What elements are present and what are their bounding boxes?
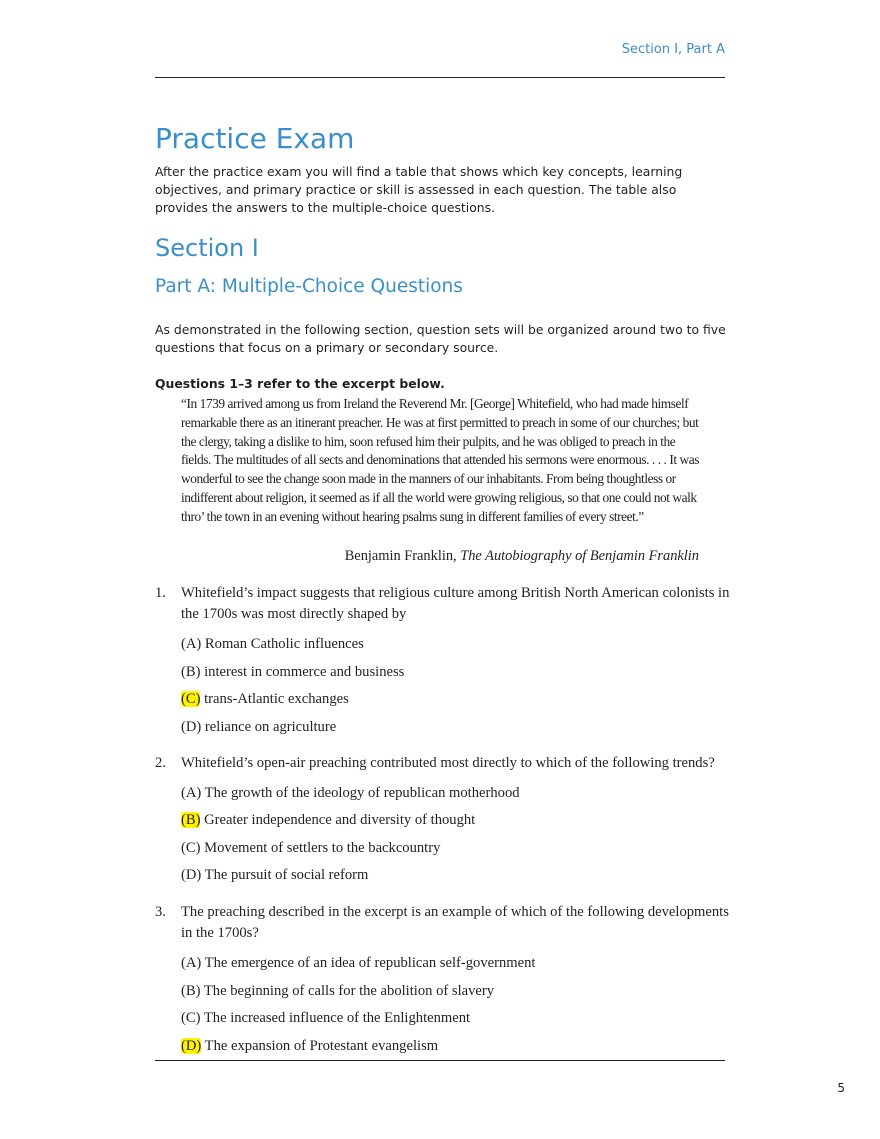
option-letter: (A) [181, 955, 202, 971]
answer-option-correct [181, 810, 475, 830]
question-number: 2. [155, 755, 166, 771]
option-letter: (A) [181, 636, 202, 652]
question-stem: The preaching described in the excerpt is an example of which of the following developments in the 1700s? [181, 904, 729, 941]
answer-option [181, 783, 520, 803]
option-text: The growth of the ideology of republican motherhood [204, 785, 520, 801]
option-text: Greater independence and diversity of thought [204, 812, 476, 828]
answer-option [181, 953, 535, 973]
option-letter: (D) [181, 867, 202, 883]
option-letter: (C) [181, 1010, 201, 1026]
questions-reference: Questions 1–3 refer to the excerpt below. [155, 376, 445, 391]
excerpt-quote: “In 1739 arrived among us from Ireland the Reverend Mr. [George] Whitefield, who had made himself remarkable there as an itinerant preacher. He was at first permitted to preach in some of our churches; but the clergy, taking a dislike to him, soon refused him their pulpits, and he was obliged to preach in the fields. The multitudes of all sects and denominations that attended his sermons were enormous. . . . It was wonderful to see the change soon made in the manners of our inhabitants. From being thoughtless or indifferent about religion, it seemed as if all the world were growing religious, so that one could not walk thro’ the town in an evening without hearing psalms sung in different families of every street.” [181, 396, 699, 524]
option-text: The beginning of calls for the abolition of slavery [203, 983, 495, 999]
question-stem: Whitefield’s open-air preaching contributed most directly to which of the following trends? [181, 755, 715, 771]
answer-option [181, 717, 336, 737]
option-text: trans-Atlantic exchanges [204, 691, 349, 707]
answer-option [181, 1008, 470, 1028]
option-letter: (D) [181, 719, 202, 735]
demo-paragraph: As demonstrated in the following section, question sets will be organized around two to five questions that focus on a primary or secondary source. [155, 322, 726, 355]
running-head: Section I, Part A [621, 42, 725, 57]
option-letter: (B) [181, 983, 201, 999]
answer-option-correct [181, 689, 349, 709]
section-heading: Section I [155, 234, 259, 262]
option-text: The emergence of an idea of republican self-government [204, 955, 536, 971]
option-text: The pursuit of social reform [204, 867, 369, 883]
option-letter: (C) [181, 840, 201, 856]
question-number: 1. [155, 585, 166, 601]
option-letter-highlighted: (C) [181, 691, 201, 707]
option-letter: (B) [181, 664, 201, 680]
option-text: Movement of settlers to the backcountry [204, 840, 441, 856]
page-number: 5 [837, 1081, 845, 1095]
option-letter: (A) [181, 785, 202, 801]
answer-option [181, 865, 368, 885]
option-letter-highlighted: (D) [181, 1038, 202, 1054]
answer-option [181, 634, 364, 654]
answer-option-correct [181, 1036, 438, 1056]
header-rule [155, 77, 725, 78]
option-text: The expansion of Protestant evangelism [204, 1038, 439, 1054]
question-stem: Whitefield’s impact suggests that religious culture among British North American colonists in the 1700s was most directly shaped by [181, 585, 730, 622]
page-title: Practice Exam [155, 122, 355, 155]
option-text: The increased influence of the Enlightenment [203, 1010, 471, 1026]
option-text: interest in commerce and business [204, 664, 405, 680]
answer-option [181, 981, 494, 1001]
intro-paragraph: After the practice exam you will find a table that shows which key concepts, learning objectives, and primary practice or skill is assessed in each question. The table also provides the answers to the multiple-choice questions. [155, 164, 683, 215]
option-letter-highlighted: (B) [181, 812, 201, 828]
answer-option [181, 662, 404, 682]
question-number: 3. [155, 904, 166, 920]
excerpt-attribution [181, 548, 699, 565]
footer-rule [155, 1060, 725, 1061]
option-text: reliance on agriculture [204, 719, 337, 735]
part-heading: Part A: Multiple-Choice Questions [155, 276, 463, 297]
attribution-work: The Autobiography of Benjamin Franklin [460, 548, 699, 564]
option-text: Roman Catholic influences [204, 636, 364, 652]
answer-option [181, 838, 440, 858]
attribution-author: Benjamin Franklin, [344, 548, 457, 564]
